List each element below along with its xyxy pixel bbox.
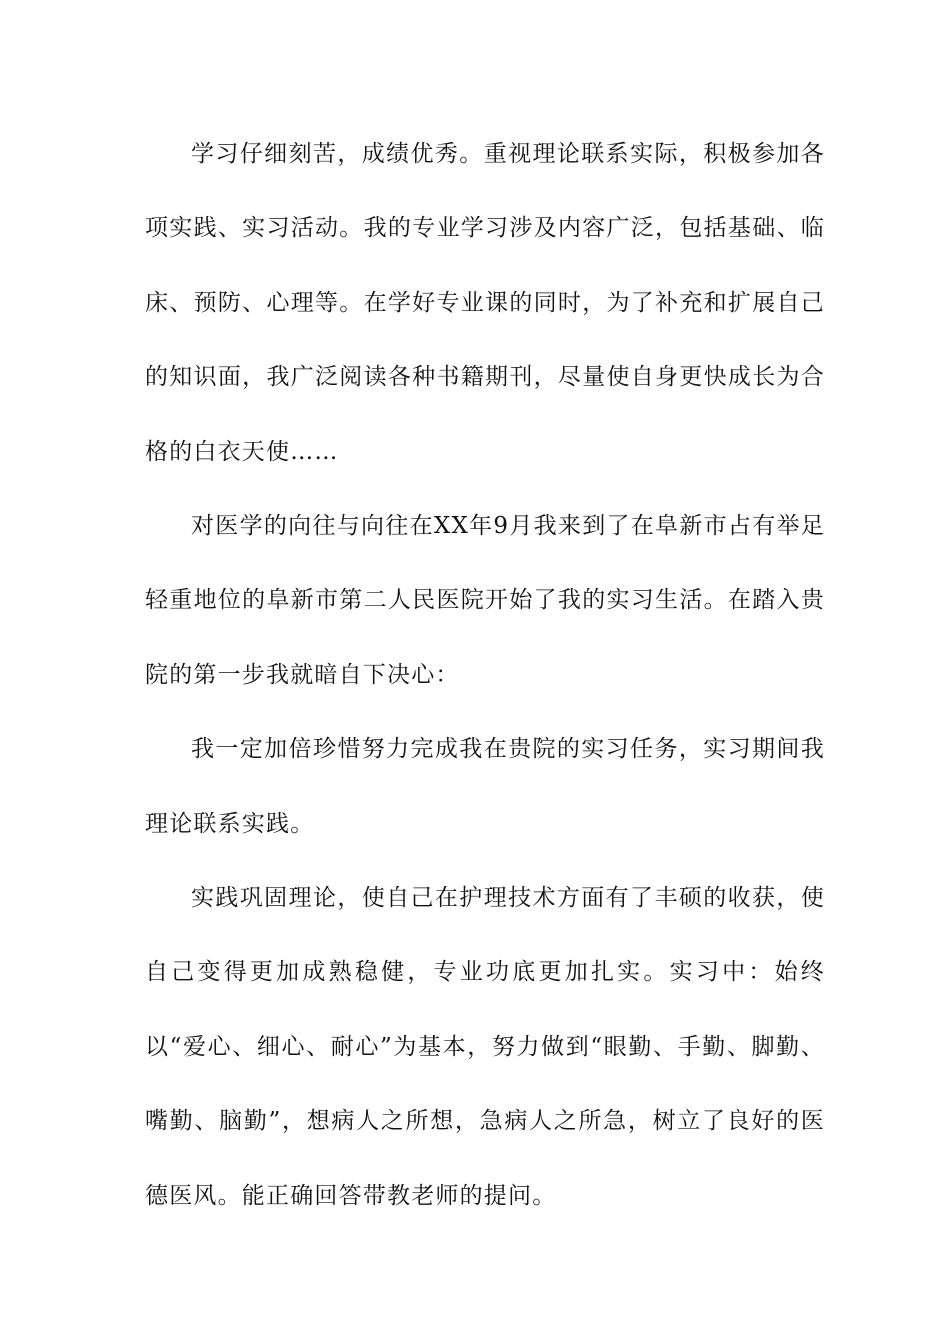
paragraph-practice: 实践巩固理论，使自己在护理技术方面有了丰硕的收获，使自己变得更加成熟稳健，专业功底更加扎实。实习中：始终以“爱心、细心、耐心”为基本，努力做到“眼勤、手勤、脚勤、嘴勤、脑勤”，想病人之所想，急病人之所急，树立了良好的医德医风。能正确回答带教老师的提问。: [145, 885, 825, 1209]
document-body: [145, 117, 825, 1233]
paragraph-resolve: 我一定加倍珍惜努力完成我在贵院的实习任务，实习期间我理论联系实践。: [145, 736, 825, 837]
paragraph-internship-start: 对医学的向往与向往在XX年9月我来到了在阜新市占有举足轻重地位的阜新市第二人民医院开始了我的实习生活。在踏入贵院的第一步我就暗自下决心：: [145, 513, 825, 688]
paragraph-study: 学习仔细刻苦，成绩优秀。重视理论联系实际，积极参加各项实践、实习活动。我的专业学习涉及内容广泛，包括基础、临床、预防、心理等。在学好专业课的同时，为了补充和扩展自己的知识面，我广泛阅读各种书籍期刊，尽量使自身更快成长为合格的白衣天使……: [145, 141, 825, 465]
